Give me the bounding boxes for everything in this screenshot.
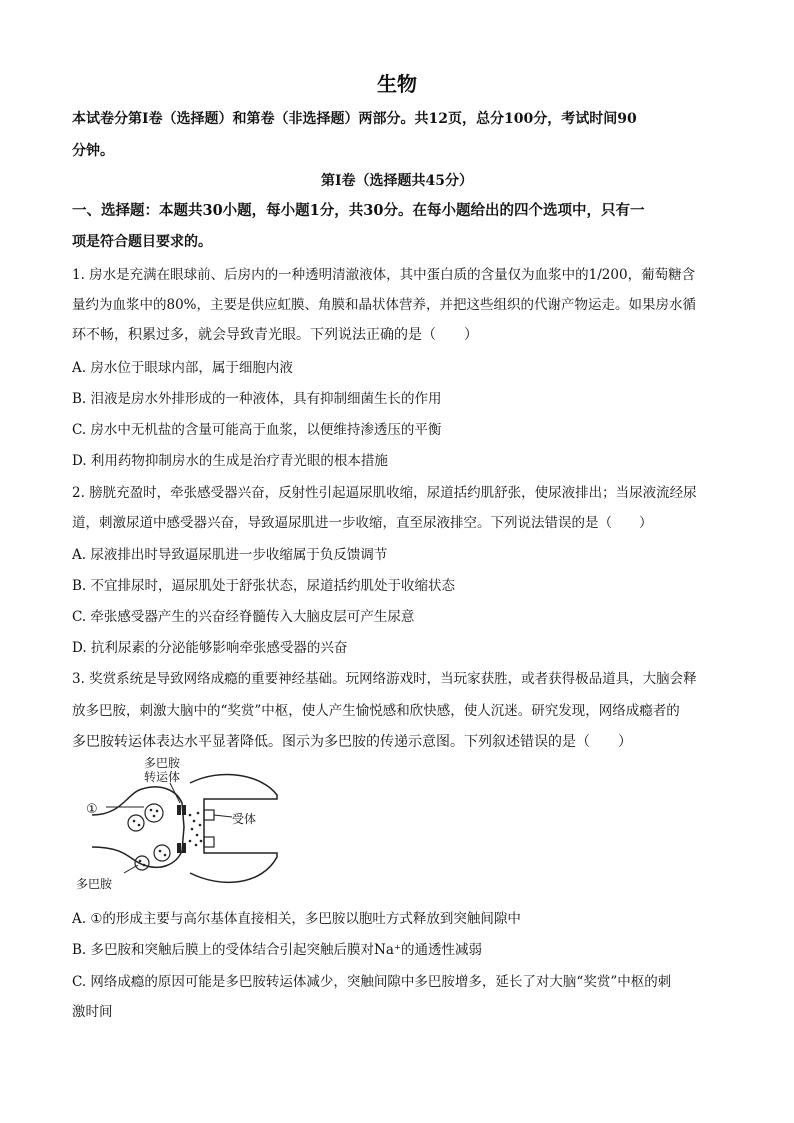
q1-option-a: A. 房水位于眼球内部，属于细胞内液: [72, 360, 293, 376]
q2-stem-line-1: 2. 膀胱充盈时，牵张感受器兴奋，反射性引起逼尿肌收缩，尿道括约肌舒张，使尿液排出；当尿液流经尿: [72, 485, 697, 501]
q1-option-b: B. 泪液是房水外排形成的一种液体，具有抑制细菌生长的作用: [72, 391, 442, 407]
receptor-label: 受体: [232, 812, 257, 826]
q2-option-b: B. 不宜排尿时，逼尿肌处于舒张状态，尿道括约肌处于收缩状态: [72, 578, 456, 594]
dopamine-synapse-diagram: [72, 755, 292, 895]
part-heading-line-2: 项是符合题目要求的。: [72, 234, 212, 250]
transporter-label-line-1: 多巴胺: [144, 756, 181, 770]
q3-stem-line-2: 放多巴胺，刺激大脑中的“奖赏”中枢，使人产生愉悦感和欣快感，使人沉迷。研究发现，网络成瘾者的: [72, 703, 680, 719]
synaptic-vesicle: [145, 804, 163, 822]
dopamine-transporter: [182, 805, 186, 815]
synaptic-vesicle: [154, 845, 170, 861]
marker-label: ①: [86, 802, 98, 817]
dopamine-leader: [124, 865, 138, 873]
q2-option-c: C. 牵张感受器产生的兴奋经脊髓传入大脑皮层可产生尿意: [72, 609, 415, 625]
dopamine-label: 多巴胺: [76, 877, 113, 891]
q3-option-b: B. 多巴胺和突触后膜上的受体结合引起突触后膜对Na⁺的通透性减弱: [72, 942, 482, 958]
q1-option-d: D. 利用药物抑制房水的生成是治疗青光眼的根本措施: [72, 453, 388, 469]
page-title: 生物: [377, 72, 417, 96]
dopamine-transporter: [177, 843, 181, 853]
q3-stem-line-1: 3. 奖赏系统是导致网络成瘾的重要神经基础。玩网络游戏时，当玩家获胜，或者获得极品道具，大脑会释: [72, 671, 697, 687]
q3-option-c-line-1: C. 网络成瘾的原因可能是多巴胺转运体减少，突触间隙中多巴胺增多，延长了对大脑“奖赏”中枢的刺: [72, 974, 672, 990]
dopamine-transporter: [177, 805, 181, 815]
transporter-label-line-2: 转运体: [144, 770, 181, 784]
exam-intro-line-1: 本试卷分第Ⅰ卷（选择题）和第卷（非选择题）两部分。共12页，总分100分，考试时间90: [72, 111, 637, 127]
receptor: [204, 810, 214, 820]
synaptic-vesicle: [135, 856, 149, 870]
postsynaptic-membrane: [190, 774, 277, 882]
q1-stem-line-3: 环不畅，积累过多，就会导致青光眼。下列说法正确的是（ ）: [72, 327, 478, 343]
q3-stem-line-3: 多巴胺转运体表达水平显著降低。图示为多巴胺的传递示意图。下列叙述错误的是（ ）: [72, 734, 632, 750]
q2-option-d: D. 抗利尿素的分泌能够影响牵张感受器的兴奋: [72, 640, 348, 656]
q2-option-a: A. 尿液排出时导致逼尿肌进一步收缩属于负反馈调节: [72, 547, 388, 563]
q1-option-c: C. 房水中无机盐的含量可能高于血浆，以便维持渗透压的平衡: [72, 422, 442, 438]
part-heading-line-1: 一、选择题：本题共30小题，每小题1分，共30分。在每小题给出的四个选项中，只有一: [72, 202, 645, 219]
transporter-leader: [170, 783, 180, 803]
receptor-leader: [214, 815, 232, 817]
q3-option-c-line-2: 激时间: [72, 1004, 113, 1020]
synaptic-vesicle: [128, 815, 144, 831]
q1-stem-line-1: 1. 房水是充满在眼球前、后房内的一种透明清澈液体，其中蛋白质的含量仅为血浆中的1/200，葡萄糖含: [72, 267, 696, 283]
exam-intro-line-2: 分钟。: [72, 143, 114, 159]
q1-stem-line-2: 量约为血浆中的80%，主要是供应虹膜、角膜和晶状体营养，并把这些组织的代谢产物运走。如果房水循: [72, 297, 697, 313]
receptor: [204, 837, 214, 847]
section-title: 第Ⅰ卷（选择题共45分）: [320, 173, 474, 189]
dopamine-transporter: [182, 843, 186, 853]
q3-option-a: A. ①的形成主要与高尔基体直接相关，多巴胺以胞吐方式释放到突触间隙中: [72, 911, 521, 927]
q2-stem-line-2: 道，刺激尿道中感受器兴奋，导致逼尿肌进一步收缩，直至尿液排空。下列说法错误的是（ ）: [72, 515, 653, 531]
